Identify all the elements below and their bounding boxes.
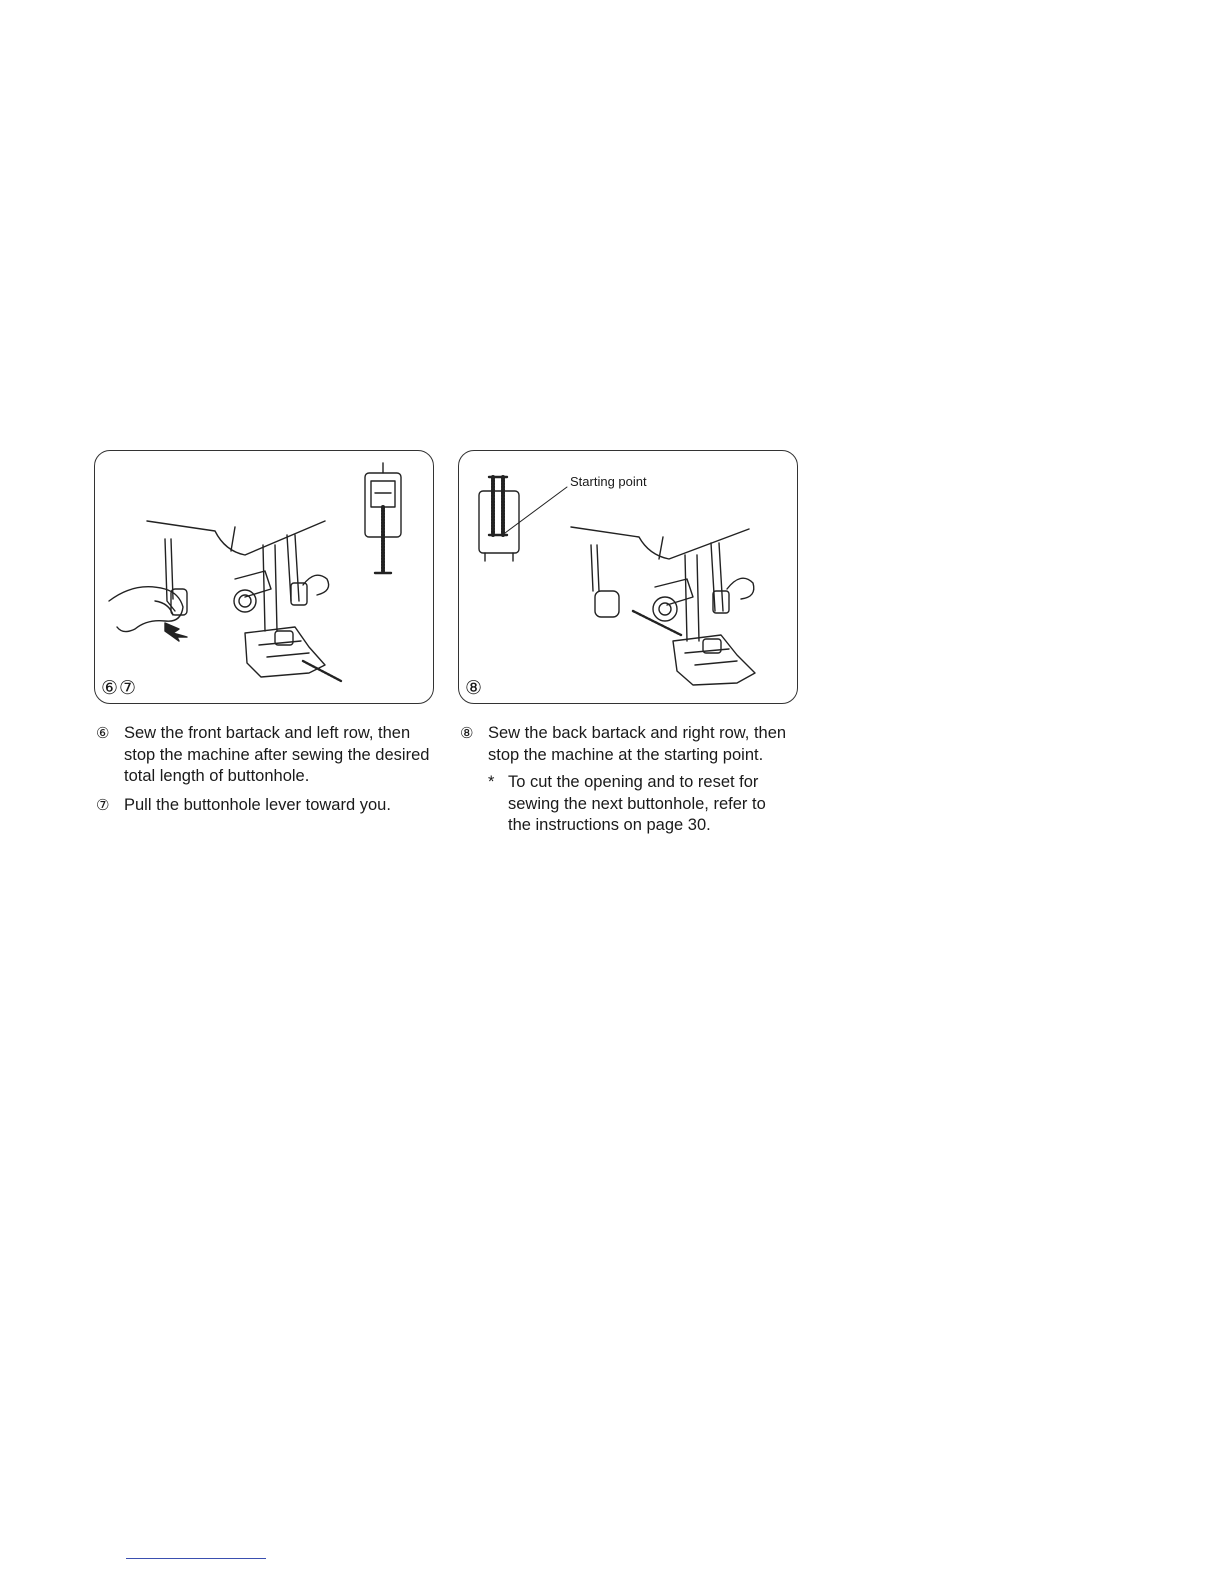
step-number: ⑧ [460,724,474,742]
step-number: ⑦ [96,795,110,814]
note-asterisk: * [488,773,495,791]
figure-panel-step-8 [458,450,798,704]
sewing-machine-illustration-lever-pull [95,451,434,704]
steps-column-right [460,723,810,837]
figure-label-8: ⑧ [465,677,484,699]
step-text: Sew the front bartack and left row, then stop the machine after sewing the desired total length of buttonhole. [124,724,430,785]
step-6 [96,723,436,788]
step-text: Pull the buttonhole lever toward you. [124,795,391,814]
starting-point-callout: Starting point [570,474,647,489]
note-text: To cut the opening and to reset for sewing the next buttonhole, refer to the instructions on page 30. [508,773,766,834]
step-text: Sew the back bartack and right row, then stop the machine at the starting point. [488,724,787,764]
steps-column-left [96,723,436,823]
step-8 [460,723,810,766]
footer-rule [126,1558,266,1559]
step-7 [96,795,436,817]
figure-panel-steps-6-7 [94,450,434,704]
step-number: ⑥ [96,724,110,742]
figure-label-6-7: ⑥⑦ [101,677,138,699]
note-reset [488,772,810,837]
